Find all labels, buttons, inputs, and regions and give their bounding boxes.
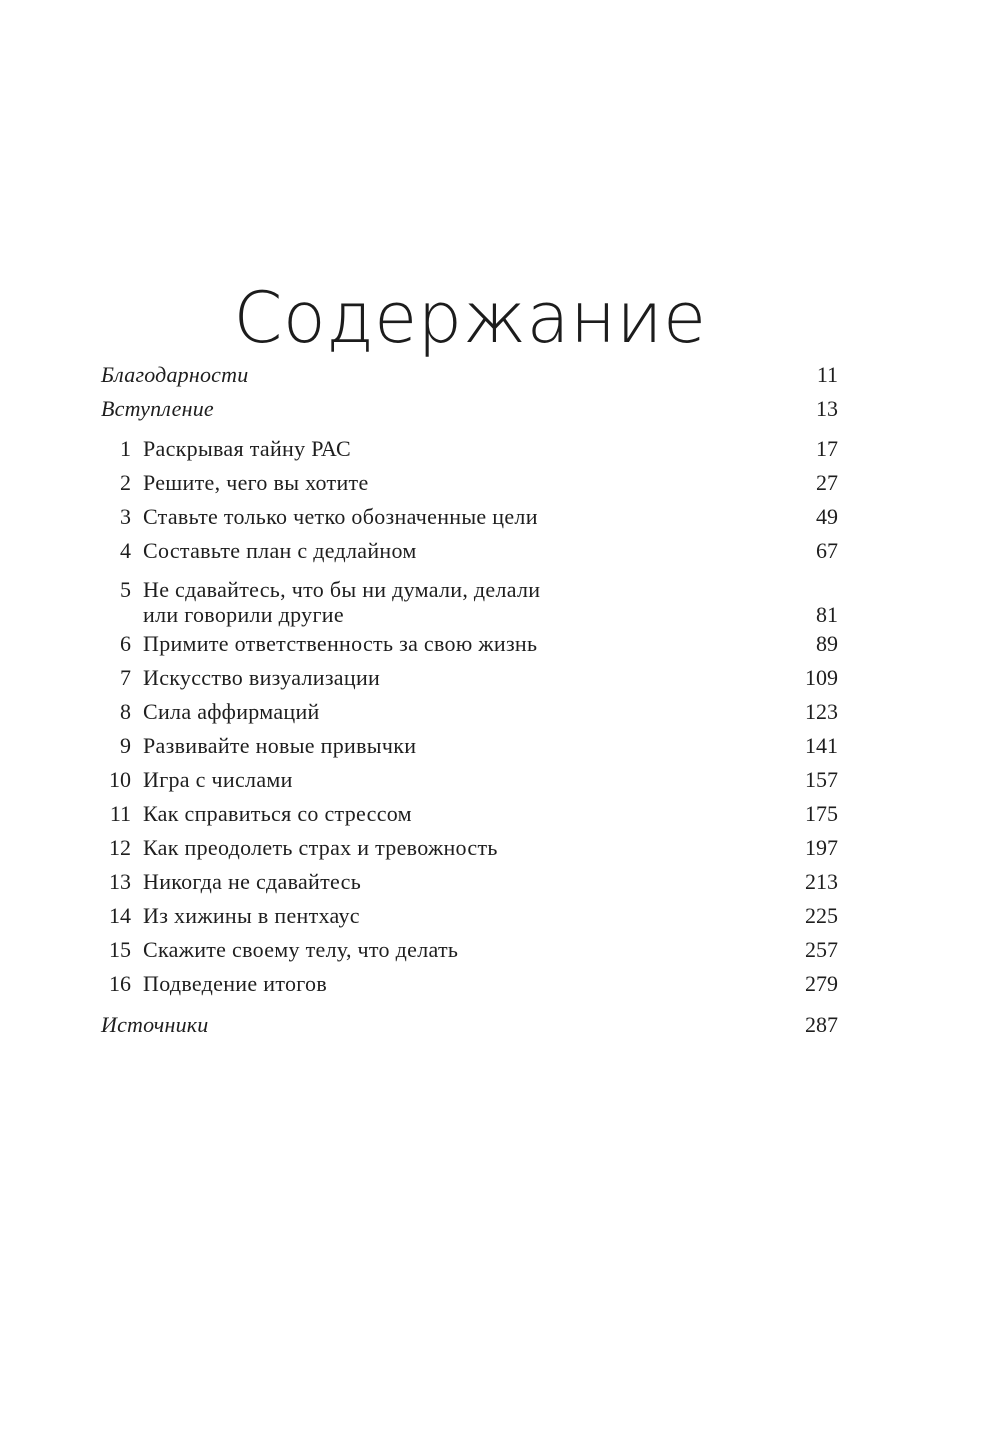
- chapter-number: 9: [120, 733, 131, 758]
- chapter-title: Как справиться со стрессом: [143, 801, 412, 826]
- toc-chapter-3[interactable]: [101, 500, 838, 534]
- chapter-title: Ставьте только четко обозначенные цели: [143, 504, 538, 529]
- toc-page-number: 175: [805, 801, 838, 826]
- chapter-title: Игра с числами: [143, 767, 293, 792]
- chapter-number: 8: [120, 699, 131, 724]
- toc-page-number: 279: [805, 971, 838, 996]
- toc-entry-sources[interactable]: [101, 1008, 838, 1042]
- toc-page-number: 67: [816, 538, 838, 563]
- toc-chapter-13[interactable]: [101, 865, 838, 899]
- toc-chapter-2[interactable]: [101, 466, 838, 500]
- chapter-title: Подведение итогов: [143, 971, 328, 996]
- toc-page-number: 213: [805, 869, 838, 894]
- chapter-number: 5: [120, 577, 131, 602]
- chapter-number: 3: [120, 504, 131, 529]
- toc-page-number: 17: [816, 436, 838, 461]
- chapter-title: Сила аффирмаций: [143, 699, 320, 724]
- chapter-title: Составьте план с дедлайном: [143, 538, 417, 563]
- toc-chapter-4[interactable]: [101, 534, 838, 568]
- chapter-number: 16: [109, 971, 131, 996]
- chapter-title: Решите, чего вы хотите: [143, 470, 369, 495]
- chapter-title: Искусство визуализации: [143, 665, 381, 690]
- toc-page-number: 287: [805, 1012, 838, 1037]
- chapter-number: 2: [120, 470, 131, 495]
- toc-page-number: 257: [805, 937, 838, 962]
- toc-page-number: 197: [805, 835, 838, 860]
- chapter-number: 6: [120, 631, 131, 656]
- toc-chapter-14[interactable]: [101, 899, 838, 933]
- spacer: [101, 1001, 838, 1008]
- toc-entry-label: Благодарности: [101, 362, 249, 387]
- toc-chapter-9[interactable]: [101, 729, 838, 763]
- toc-page-number: 27: [816, 470, 838, 495]
- toc-page-number: 141: [805, 733, 838, 758]
- chapter-title: Никогда не сдавайтесь: [143, 869, 362, 894]
- toc-page-number: 109: [805, 665, 838, 690]
- chapter-number: 4: [120, 538, 131, 563]
- toc-page-number: 89: [816, 631, 838, 656]
- toc-entry-label: Вступление: [101, 396, 214, 421]
- chapter-number: 12: [109, 835, 131, 860]
- toc-page-number: 13: [816, 396, 838, 421]
- toc-entry-label: Источники: [101, 1012, 209, 1037]
- chapter-number: 15: [109, 937, 131, 962]
- chapter-title: [143, 577, 540, 627]
- chapter-title: Раскрывая тайну РАС: [143, 436, 351, 461]
- chapter-number: 14: [109, 903, 131, 928]
- toc-entry-acknowledgements[interactable]: [101, 358, 838, 392]
- chapter-number: 1: [120, 436, 131, 461]
- toc-chapter-8[interactable]: [101, 695, 838, 729]
- toc-chapter-1[interactable]: [101, 432, 838, 466]
- toc-page-number: 11: [816, 362, 838, 387]
- toc-chapter-16[interactable]: [101, 967, 838, 1001]
- toc-page-number: 225: [805, 903, 838, 928]
- chapter-title: Из хижины в пентхаус: [143, 903, 360, 928]
- toc-chapter-11[interactable]: [101, 797, 838, 831]
- chapter-title-line-1: Не сдавайтесь, что бы ни думали, делали: [143, 577, 541, 602]
- toc-chapter-5[interactable]: [101, 568, 838, 627]
- chapter-number: 10: [109, 767, 131, 792]
- toc-page-number: 49: [816, 504, 838, 529]
- chapter-title-line-2: или говорили другие: [143, 602, 344, 627]
- chapter-number: 7: [120, 665, 131, 690]
- toc-chapter-10[interactable]: [101, 763, 838, 797]
- toc-page-number: 123: [805, 699, 838, 724]
- toc-chapter-7[interactable]: [101, 661, 838, 695]
- chapter-number: 13: [109, 869, 131, 894]
- toc-page-number: 157: [805, 767, 838, 792]
- toc-chapter-6[interactable]: [101, 627, 838, 661]
- chapter-title: Примите ответственность за свою жизнь: [143, 631, 538, 656]
- chapter-number: 11: [109, 801, 131, 826]
- toc-chapter-15[interactable]: [101, 933, 838, 967]
- table-of-contents: [101, 358, 838, 1042]
- chapter-title: Скажите своему телу, что делать: [143, 937, 459, 962]
- chapter-title: Как преодолеть страх и тревожность: [143, 835, 498, 860]
- page-title: Содержание: [233, 276, 707, 359]
- chapter-title: Развивайте новые привычки: [143, 733, 417, 758]
- toc-chapter-12[interactable]: [101, 831, 838, 865]
- toc-page-number: 81: [816, 602, 838, 627]
- toc-entry-introduction[interactable]: [101, 392, 838, 426]
